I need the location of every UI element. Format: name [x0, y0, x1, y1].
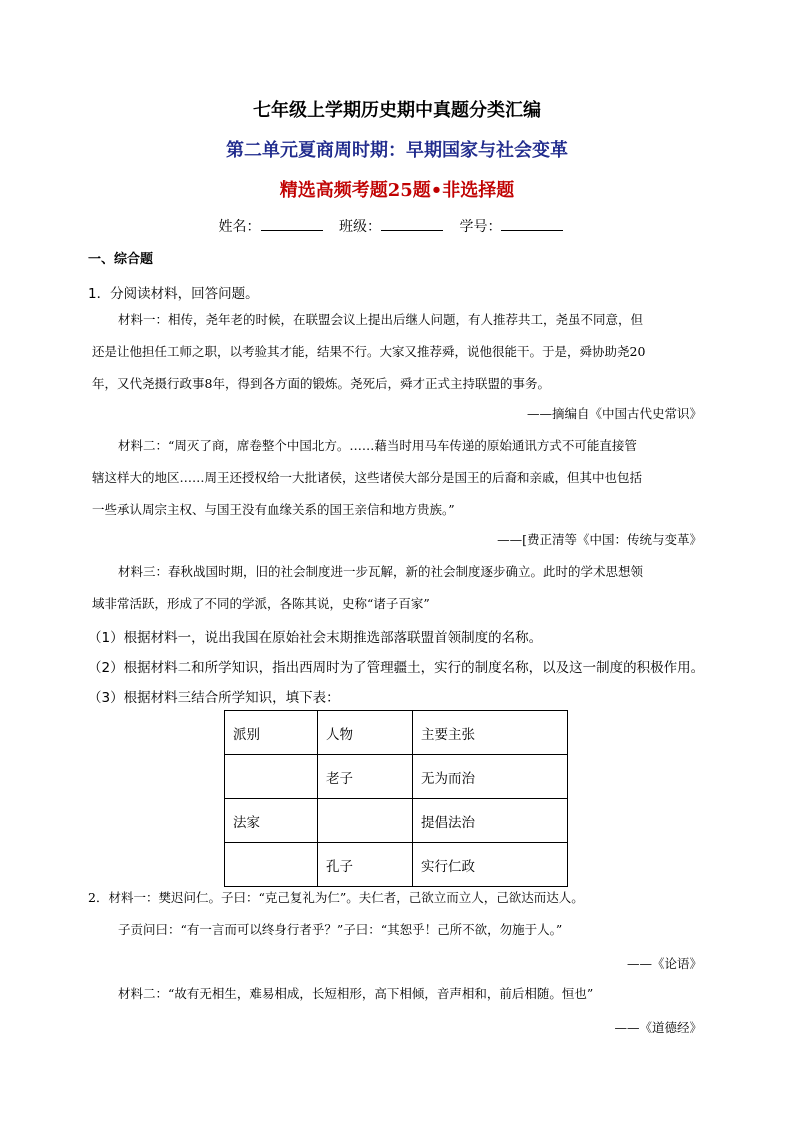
- table-cell-blank[interactable]: [318, 799, 413, 843]
- material-line: 材料一：相传，尧年老的时候，在联盟会议上提出后继人问题，有人推荐共工，尧虽不同意，但: [118, 312, 644, 327]
- material-line: 材料三：春秋战国时期，旧的社会制度进一步瓦解，新的社会制度逐步确立。此时的学术思想领: [118, 564, 644, 579]
- table-cell: 孔子: [318, 843, 413, 887]
- table-row: [225, 843, 568, 887]
- table-cell: 提倡法治: [413, 799, 568, 843]
- doc-title: 七年级上学期历史期中真题分类汇编: [253, 100, 541, 121]
- q1-sub-question-3: （3）根据材料三结合所学知识，填下表：: [88, 690, 340, 706]
- q2-source-1: ——《论语》: [626, 956, 702, 971]
- table-cell: 老子: [318, 755, 413, 799]
- q2-line: 子贡问曰：“有一言而可以终身行者乎？”子曰：“其恕乎！己所不欲，勿施于人。”: [118, 922, 563, 937]
- schools-table: [224, 710, 568, 887]
- material-line: 辖这样大的地区……周王还授权给一大批诸侯，这些诸侯大部分是国王的后裔和亲戚，但其中也包括: [92, 470, 643, 485]
- q1-stem: 1．分阅读材料，回答问题。: [88, 286, 259, 302]
- q1-material-2-source: ——[费正清等《中国：传统与变革》: [497, 532, 702, 547]
- material-line: 域非常活跃，形成了不同的学派，各陈其说，史称“诸子百家”: [92, 596, 430, 611]
- q1-sub-question-1: （1）根据材料一，说出我国在原始社会末期推选部落联盟首领制度的名称。: [88, 630, 543, 646]
- table-header-row: [225, 711, 568, 755]
- name-blank[interactable]: [261, 218, 323, 231]
- table-cell: 法家: [225, 799, 318, 843]
- material-line: 材料二：“周灭了商，席卷整个中国北方。……藉当时用马车传递的原始通讯方式不可能直接管: [118, 438, 637, 453]
- material-line: 还是让他担任工师之职，以考验其才能，结果不行。大家又推荐舜，说他很能干。于是，舜协助尧20: [92, 344, 646, 359]
- student-info-line: [0, 216, 794, 236]
- table-header-cell: 主要主张: [413, 711, 568, 755]
- id-blank[interactable]: [501, 218, 563, 231]
- q2-line: 2．材料一：樊迟问仁。子曰：“克己复礼为仁”。夫仁者，己欲立而立人，己欲达而达人。: [88, 890, 584, 905]
- table-cell: 无为而治: [413, 755, 568, 799]
- q1-material-3: [92, 556, 712, 620]
- material-line: 一些承认周宗主权、与国王没有血缘关系的国王亲信和地方贵族。”: [92, 502, 455, 517]
- material-line: 年，又代尧摄行政事8年，得到各方面的锻炼。尧死后，舜才正式主持联盟的事务。: [92, 376, 550, 391]
- class-blank[interactable]: [381, 218, 443, 231]
- table-cell-blank[interactable]: [225, 843, 318, 887]
- q2-line: 材料二：“故有无相生，难易相成，长短相形，高下相倾，音声相和，前后相随。恒也”: [118, 986, 594, 1001]
- q2-material-2: [88, 978, 728, 1010]
- id-label: 学号：: [459, 219, 502, 235]
- table-cell: 实行仁政: [413, 843, 568, 887]
- section-heading: 一、综合题: [88, 252, 154, 267]
- q1-sub-question-2: （2）根据材料二和所学知识，指出西周时为了管理疆土，实行的制度名称，以及这一制度的积极作用。: [88, 660, 705, 676]
- q1-material-2: [92, 430, 712, 526]
- unit-title: 第二单元夏商周时期：早期国家与社会变革: [226, 140, 568, 161]
- doc-subtitle: 精选高频考题25题•非选择题: [279, 180, 515, 201]
- q2-source-2: ——《道德经》: [614, 1020, 702, 1035]
- q2-material-1: [88, 882, 728, 946]
- table-header-cell: 人物: [318, 711, 413, 755]
- table-row: [225, 755, 568, 799]
- q1-material-1: [92, 304, 712, 400]
- table-header-cell: 派别: [225, 711, 318, 755]
- table-cell-blank[interactable]: [225, 755, 318, 799]
- name-label: 姓名：: [218, 219, 261, 235]
- table-row: [225, 799, 568, 843]
- class-label: 班级：: [339, 219, 381, 235]
- q1-material-1-source: ——摘编自《中国古代史常识》: [526, 406, 702, 421]
